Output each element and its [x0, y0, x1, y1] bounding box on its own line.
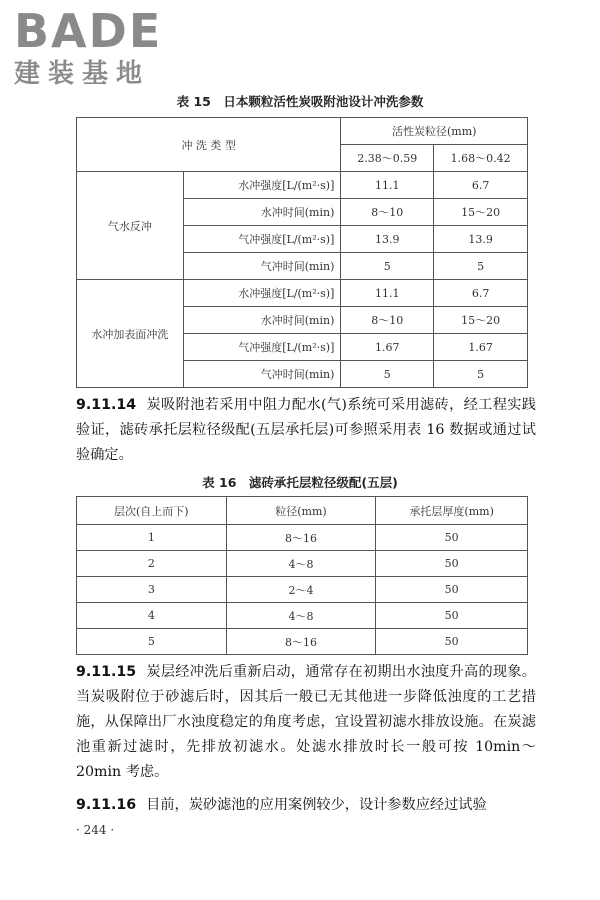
table16-cell: 50	[376, 551, 528, 577]
table15-value: 6.7	[434, 280, 528, 307]
table15-value: 6.7	[434, 172, 528, 199]
table15-value: 5	[341, 253, 434, 280]
table15	[76, 117, 528, 388]
table15-value: 15～20	[434, 307, 528, 334]
table16-cell: 4	[77, 603, 227, 629]
section-number: 9.11.16	[76, 797, 137, 813]
table16-header: 粒径(mm)	[226, 497, 376, 525]
table15-param: 水冲时间(min)	[183, 199, 341, 226]
section-text: 目前，炭砂滤池的应用案例较少，设计参数应经过试验	[146, 797, 487, 813]
page-number: · 244 ·	[76, 823, 115, 837]
table15-value: 5	[434, 253, 528, 280]
table16-cell: 2～4	[226, 577, 376, 603]
table16	[76, 496, 528, 655]
table15-caption: 表 15 日本颗粒活性炭吸附池设计冲洗参数	[176, 94, 424, 109]
table16-cell: 8～16	[226, 629, 376, 655]
table15-value: 5	[434, 361, 528, 388]
logo-cjk-text: 建装基地	[14, 59, 151, 89]
table15-header-type: 冲 洗 类 型	[77, 118, 341, 172]
section-9-11-14	[76, 393, 536, 468]
table15-header-size: 活性炭粒径(mm)	[341, 118, 528, 145]
table15-param: 气冲时间(min)	[183, 361, 341, 388]
table16-cell: 1	[77, 525, 227, 551]
table16-cell: 8～16	[226, 525, 376, 551]
table15-group-name: 水冲加表面冲洗	[77, 280, 184, 388]
table16-cell: 5	[77, 629, 227, 655]
table16-cell: 4～8	[226, 603, 376, 629]
table16-cell: 50	[376, 603, 528, 629]
table16-caption: 表 16 滤砖承托层粒径级配(五层)	[202, 475, 398, 490]
table16-cell: 50	[376, 525, 528, 551]
table16-cell: 50	[376, 629, 528, 655]
table16-cell: 50	[376, 577, 528, 603]
table16-header: 层次(自上而下)	[77, 497, 227, 525]
table15-param: 水冲强度[L/(m²·s)]	[183, 280, 341, 307]
section-number: 9.11.15	[76, 664, 137, 680]
table16-cell: 3	[77, 577, 227, 603]
watermark-logo	[14, 6, 162, 90]
table15-value: 1.67	[434, 334, 528, 361]
table15-value: 13.9	[341, 226, 434, 253]
table15-value: 15～20	[434, 199, 528, 226]
table16-cell: 4～8	[226, 551, 376, 577]
table16-cell: 2	[77, 551, 227, 577]
table15-value: 8～10	[341, 307, 434, 334]
table15-param: 水冲时间(min)	[183, 307, 341, 334]
table15-group-name: 气水反冲	[77, 172, 184, 280]
table15-param: 水冲强度[L/(m²·s)]	[183, 172, 341, 199]
table15-value: 11.1	[341, 280, 434, 307]
table15-size-col-1: 2.38～0.59	[341, 145, 434, 172]
section-text: 炭吸附池若采用中阻力配水(气)系统可采用滤砖，经工程实践验证，滤砖承托层粒径级配(五层承托层)可参照采用表 16 数据或通过试验确定。	[76, 397, 536, 463]
table15-value: 8～10	[341, 199, 434, 226]
section-9-11-15	[76, 660, 536, 785]
section-text: 炭层经冲洗后重新启动，通常存在初期出水浊度升高的现象。当炭吸附位于砂滤后时，因其后一般已无其他进一步降低浊度的工艺措施，从保障出厂水浊度稳定的角度考虑，宜设置初滤水排放设施。在炭滤池重新过滤时，先排放初滤水。处滤水排放时长一般可按 10min～20min 考虑。	[76, 664, 536, 780]
table16-header: 承托层厚度(mm)	[376, 497, 528, 525]
logo-latin-text: BADE	[14, 4, 163, 58]
table15-value: 5	[341, 361, 434, 388]
table15-param: 气冲强度[L/(m²·s)]	[183, 226, 341, 253]
table15-value: 1.67	[341, 334, 434, 361]
table15-size-col-2: 1.68～0.42	[434, 145, 528, 172]
table15-value: 11.1	[341, 172, 434, 199]
section-number: 9.11.14	[76, 397, 137, 413]
table15-param: 气冲时间(min)	[183, 253, 341, 280]
table15-value: 13.9	[434, 226, 528, 253]
table15-param: 气冲强度[L/(m²·s)]	[183, 334, 341, 361]
section-9-11-16	[76, 793, 536, 818]
